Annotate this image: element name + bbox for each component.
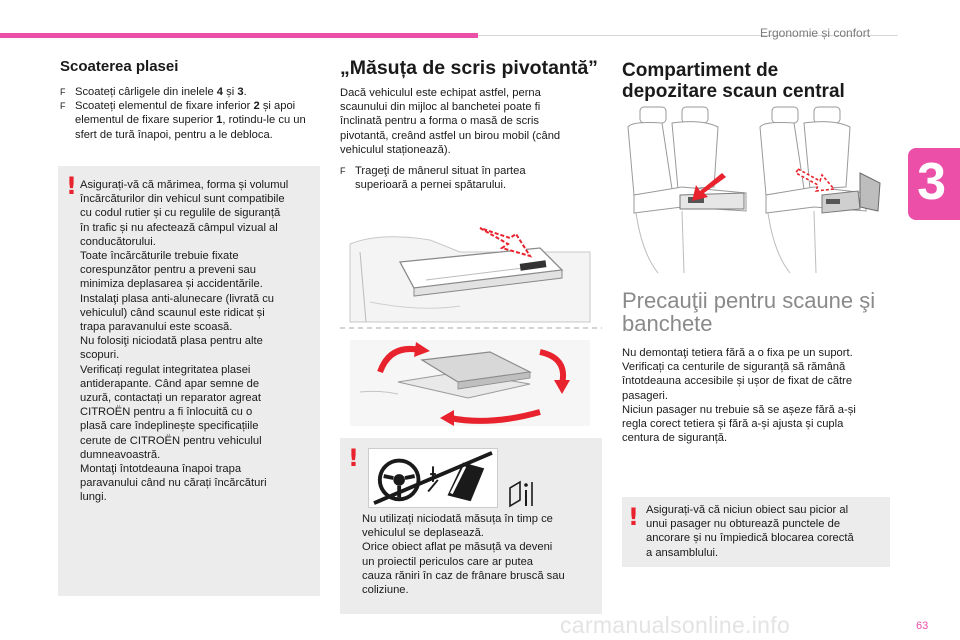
col3-title: Compartiment de depozitare scaun central	[622, 60, 845, 102]
col2-intro: Dacă vehiculul este echipat astfel, perna scaunului din mijloc al banchetei poate fi înclinată pentru a forma o masă de scris pivotantă, creând astfel un birou mobil (când vehiculul staționează).	[340, 87, 561, 156]
col1-title: Scoaterea plasei	[60, 58, 179, 75]
step-bullet-icon: F	[60, 87, 66, 97]
header-accent-bar	[0, 33, 478, 38]
col1-warning-text: Asigurați-vă că mărimea, forma și volumul încărcăturilor din vehicul sunt compatibile cu codul rutier și cu regulile de siguranță în trafic și nu afectează câmpul vizual al conducătorului. Toate încărcăturile trebuie fixate corespunzător pentru a preveni sau minimiza deplasarea și accidentările. Instalaţi plasa anti-alunecare (livrată cu vehiculul) când scaunul este ridicat și trapa paravanului este scoasă. Nu folosiţi niciodată plasa pentru alte scopuri. Verificați regulat integritatea plasei antiderapante. Când apar semne de uzură, contactați un reparator agreat CITROËN pentru a fi înlocuită cu o plasă care îndeplinește specificațiile cerute de CITROËN pentru vehiculul dumneavoastră. Montaţi întotdeauna înapoi trapa paravanului când nu cărați încărcături lungi.	[80, 179, 289, 504]
warning-icon: !	[348, 444, 359, 472]
seat-open-illustration	[760, 107, 880, 273]
col2-step: F Trageţi de mânerul situat în partea superioară a pernei spătarului.	[340, 165, 526, 192]
col1-warning-box	[58, 166, 320, 596]
step-bullet-icon: F	[340, 166, 346, 176]
no-table-while-driving-icon	[368, 448, 498, 508]
table-fold-illustration	[350, 228, 590, 322]
chapter-number: 3	[917, 153, 946, 211]
col1-step-1: F Scoateți cârligele din inelele 4 și 3.	[60, 86, 247, 98]
col3-heading: Precauţii pentru scaune şi banchete	[622, 288, 876, 336]
col2-warning-box	[340, 438, 602, 614]
section-title: Ergonomie și confort	[760, 26, 871, 40]
col2-title: „Măsuța de scris pivotantă”	[340, 57, 598, 79]
col3-warning-box	[622, 497, 890, 567]
step-bullet-icon: F	[60, 101, 66, 112]
col1-steps	[60, 85, 318, 142]
col2-warning-text: Nu utilizați niciodată măsuța în timp ce vehiculul se deplasează. Orice obiect aflat pe măsuță va deveni un proiectil periculos care ar putea cauza răniri în caz de frânare bruscă sau coliziune.	[362, 513, 565, 597]
col3-paragraph: Nu demontaţi tetiera fără a o fixa pe un suport. Verificați ca centurile de siguranță să rămână întotdeauna accesibile și ușor de fixat de către pasageri. Niciun pasager nu trebuie să se așeze fără a-și regla corect tetiera și fără a-și ajusta și cupla centura de siguranță.	[622, 347, 856, 445]
center-seat-storage-illustration	[622, 103, 884, 283]
col1-step-2: F Scoateți elementul de fixare inferior 2 și apoi elementul de fixare superior 1, rotindu-le cu un sfert de tură înapoi, pentru a le debloca.	[60, 100, 306, 141]
warning-icon: !	[66, 172, 77, 200]
swivel-table-illustration	[340, 222, 602, 432]
page-number: 63	[916, 620, 929, 632]
read-manual-icon	[508, 480, 536, 508]
table-rotate-illustration	[350, 340, 590, 426]
seat-closed-illustration	[628, 107, 746, 273]
watermark: carmanualsonline.info	[560, 612, 791, 638]
col3-warning-text: Asigurați-vă că niciun obiect sau picior al unui pasager nu obturează punctele de ancorare și nu împiedică blocarea corectă a ansamblului.	[646, 504, 854, 559]
warning-icon: !	[628, 503, 639, 531]
